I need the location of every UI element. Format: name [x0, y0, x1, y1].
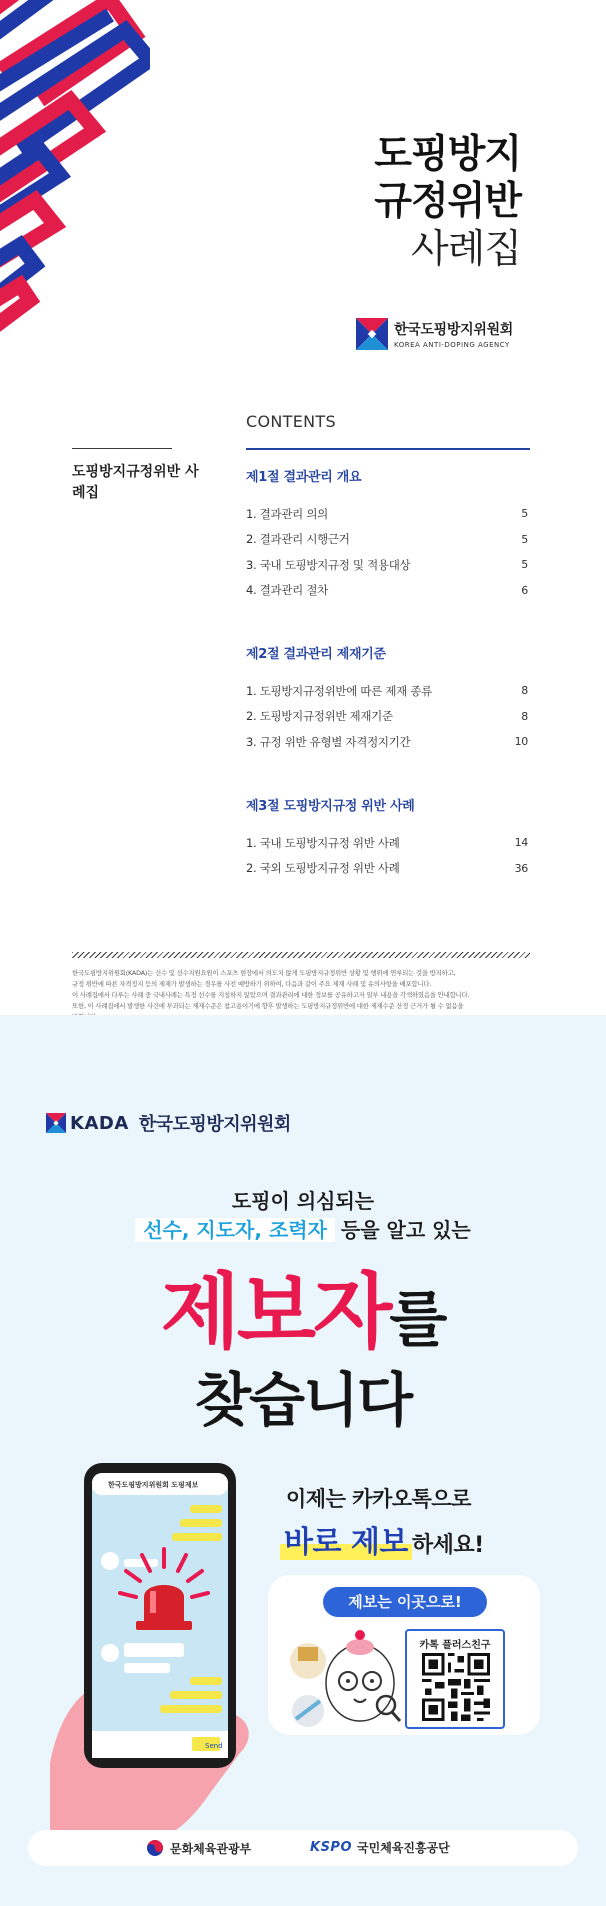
diagonal-stripes-decoration: [0, 0, 150, 345]
toc-item-label: 1. 국내 도핑방지규정 위반 사례: [246, 835, 400, 850]
subtitle-rest: 등을 알고 있는: [340, 1218, 471, 1242]
toc-item-label: 3. 규정 위반 유형별 자격정지기간: [246, 734, 411, 749]
kakao-qr-box[interactable]: [405, 1629, 505, 1729]
logo-korean-name: 한국도핑방지위원회: [394, 322, 514, 338]
mascot-character-icon: [278, 1621, 403, 1733]
poster-headline-line1: [0, 1247, 606, 1364]
taegeuk-icon: [146, 1839, 164, 1857]
toc-page-number: 6: [521, 583, 528, 597]
report-now-emphasis: 바로 제보: [280, 1525, 412, 1560]
report-here-button[interactable]: 제보는 이곳으로!: [323, 1587, 487, 1617]
toc-item[interactable]: [246, 729, 530, 755]
toc-item[interactable]: [246, 678, 530, 704]
toc-page-number: 8: [521, 684, 528, 698]
toc-page-number: 5: [521, 507, 528, 521]
phone-hand-illustration: [40, 1463, 280, 1853]
toc-item-label: 4. 결과관리 절차: [246, 583, 328, 598]
whistleblower-poster: [0, 1015, 606, 1906]
headline-suffix: 를: [389, 1285, 446, 1355]
contents-heading: CONTENTS: [246, 412, 336, 431]
ministry-logo: [146, 1839, 251, 1857]
kspo-logo: [310, 1839, 450, 1856]
report-now-rest: 하세요!: [411, 1533, 484, 1558]
logo-english-name: KOREA ANTI-DOPING AGENCY: [394, 341, 510, 349]
cover-title-line1: 도핑방지: [374, 132, 521, 177]
chapter-title: 제2절 결과관리 제재기준: [246, 647, 386, 662]
toc-item-label: 2. 국외 도핑방지규정 위반 사례: [246, 861, 400, 876]
kakao-heading: 이제는 카카오톡으로: [286, 1487, 471, 1511]
side-divider: [72, 448, 172, 449]
toc-item-label: 2. 결과관리 시행근거: [246, 532, 350, 547]
cover-title-line3: 사례집: [410, 226, 521, 272]
report-now-heading: [280, 1517, 484, 1561]
contents-divider: [246, 448, 530, 450]
toc-page-number: 5: [521, 558, 528, 572]
ministry-name: 문화체육관광부: [170, 1841, 252, 1856]
highlight-roles: 선수, 지도자, 조력자: [135, 1218, 335, 1242]
phone-send-button[interactable]: Send: [205, 1742, 223, 1750]
note-line: 규정 위반에 따른 자격정지 등의 제재가 발생하는 경우를 사전 예방하기 위하여, 다음과 같이 주요 제재 사례 및 유의사항을 배포합니다.: [72, 980, 432, 989]
toc-item[interactable]: [246, 527, 530, 553]
toc-item[interactable]: [246, 578, 530, 604]
kspo-name: 국민체육진흥공단: [357, 1841, 450, 1855]
kada-emblem-icon: [46, 1113, 66, 1133]
poster-header-logo: [46, 1110, 291, 1136]
toc-item-label: 3. 국내 도핑방지규정 및 적용대상: [246, 557, 411, 572]
poster-headline-line2: 찾습니다: [194, 1366, 412, 1434]
kada-org-name: 한국도핑방지위원회: [138, 1114, 291, 1135]
toc-page-number: 36: [514, 861, 528, 875]
qr-label: 카톡 플러스친구: [419, 1640, 491, 1651]
toc-page-number: 14: [514, 836, 528, 850]
toc-item[interactable]: [246, 552, 530, 578]
chapter-title: 제1절 결과관리 개요: [246, 470, 362, 485]
note-line: 또한, 이 사례집에서 발생한 사건에 부과되는 제재수준은 참고용이기에 향후 발생하는 도핑방지규정위반에 대한 제재수준 산정 근거가 될 수 없음을: [72, 1002, 464, 1011]
toc-page-number: 5: [521, 532, 528, 546]
headline-red: 제보자: [160, 1265, 390, 1360]
report-panel: [268, 1575, 540, 1735]
phone-header-title: 한국도핑방지위원회 도핑제보: [108, 1481, 199, 1489]
kada-emblem-icon: [356, 318, 388, 350]
toc-page-number: 8: [521, 709, 528, 723]
chapter-title: 제3절 도핑방지규정 위반 사례: [246, 799, 415, 814]
toc-page-number: 10: [514, 735, 528, 749]
chapter-3: [246, 795, 530, 881]
toc-item-label: 1. 결과관리 의의: [246, 506, 328, 521]
notes-divider: [72, 952, 530, 958]
side-title: 도핑방지규정위반 사례집: [72, 464, 199, 501]
poster-subtitle-line1: 도핑이 의심되는: [231, 1189, 375, 1213]
cover-title-line2: 규정위반: [374, 178, 521, 224]
note-line: 한국도핑방지위원회(KADA)는 선수 및 선수지원요원이 스포츠 현장에서 의도치 않게 도핑방지규정위반 상황 및 행위에 연루되는 것을 방지하고,: [72, 969, 456, 977]
toc-item-label: 1. 도핑방지규정위반에 따른 제재 종류: [246, 683, 432, 698]
note-line: 이 사례집에서 다루는 사례 중 국내사례는 특정 선수를 지칭하지 않았으며 결과관리에 대한 정보를 공유하고자 일부 내용을 각색하였음을 안내합니다.: [72, 991, 470, 1000]
toc-item[interactable]: [246, 501, 530, 527]
toc-item[interactable]: [246, 830, 530, 856]
kada-brand: KADA: [70, 1112, 129, 1134]
chapter-1: [246, 466, 530, 603]
cover-title: [374, 132, 521, 274]
kspo-mark: KSPO: [310, 1840, 353, 1855]
poster-footer: [28, 1830, 578, 1866]
poster-subtitle-line2: [0, 1214, 606, 1243]
toc-item-label: 2. 도핑방지규정위반 제재기준: [246, 709, 393, 724]
kada-logo: [356, 318, 513, 350]
toc-item[interactable]: [246, 704, 530, 730]
chapter-2: [246, 643, 530, 755]
toc-item[interactable]: [246, 856, 530, 882]
qr-code-icon: [422, 1653, 490, 1721]
